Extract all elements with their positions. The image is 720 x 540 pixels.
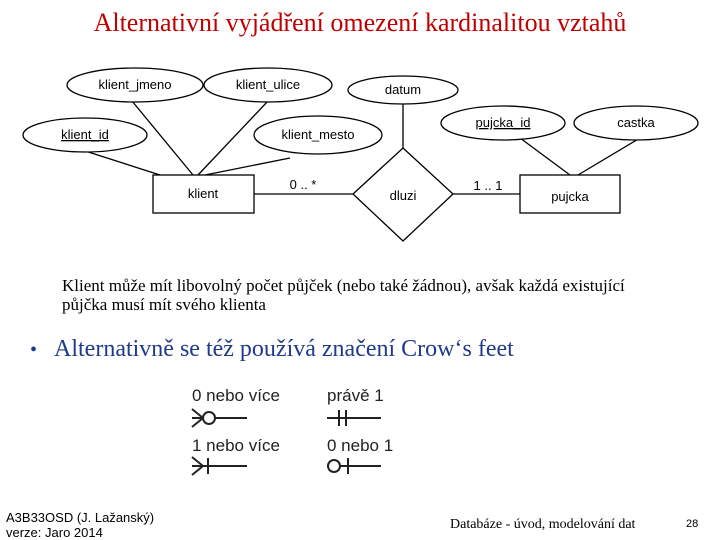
- notation-exactly-one-label: právě 1: [327, 386, 384, 405]
- page-number: 28: [686, 518, 699, 530]
- attribute-klient-mesto-label: klient_mesto: [281, 127, 355, 142]
- footer-topic: Databáze - úvod, modelování dat: [450, 517, 636, 532]
- zero-or-more-symbol: [192, 409, 247, 427]
- zero-or-one-symbol: [327, 458, 381, 474]
- notation-zero-or-one-label: 0 nebo 1: [327, 436, 394, 455]
- entity-klient-label: klient: [187, 186, 219, 201]
- entity-pujcka-label: pujcka: [551, 189, 589, 204]
- attribute-klient-ulice-label: klient_ulice: [235, 77, 301, 92]
- one-or-more-symbol: [192, 457, 247, 475]
- attribute-klient-id-label: klient_id: [61, 127, 109, 142]
- cardinality-left: 0 .. *: [289, 177, 317, 192]
- bullet-icon: •: [30, 339, 38, 361]
- description-text: Klient může mít libovolný počet půjček (nebo také žádnou), avšak každá existující půjčka musí mít svého klienta: [62, 276, 625, 314]
- attribute-castka-label: castka: [617, 115, 655, 130]
- bullet-text: Alternativně se též používá značení Crow‘s feet: [54, 336, 514, 362]
- footer-version: verze: Jaro 2014: [6, 525, 103, 540]
- cardinality-right: 1 .. 1: [473, 178, 503, 193]
- footer-course-info: [6, 510, 154, 540]
- attribute-datum-label: datum: [384, 82, 422, 97]
- notation-one-or-more-label: 1 nebo více: [192, 436, 280, 455]
- exactly-one-symbol: [327, 410, 381, 426]
- attribute-pujcka-id-label: pujcka_id: [475, 115, 531, 130]
- attribute-klient-jmeno-label: klient_jmeno: [98, 77, 172, 92]
- notation-zero-or-more-label: 0 nebo více: [192, 386, 280, 405]
- slide-title: Alternativní vyjádření omezení kardinalitou vztahů: [93, 8, 627, 37]
- relationship-dluzi-label: dluzi: [389, 188, 417, 203]
- footer-course: A3B33OSD (J. Lažanský): [6, 510, 155, 525]
- bullet-item: [30, 336, 514, 363]
